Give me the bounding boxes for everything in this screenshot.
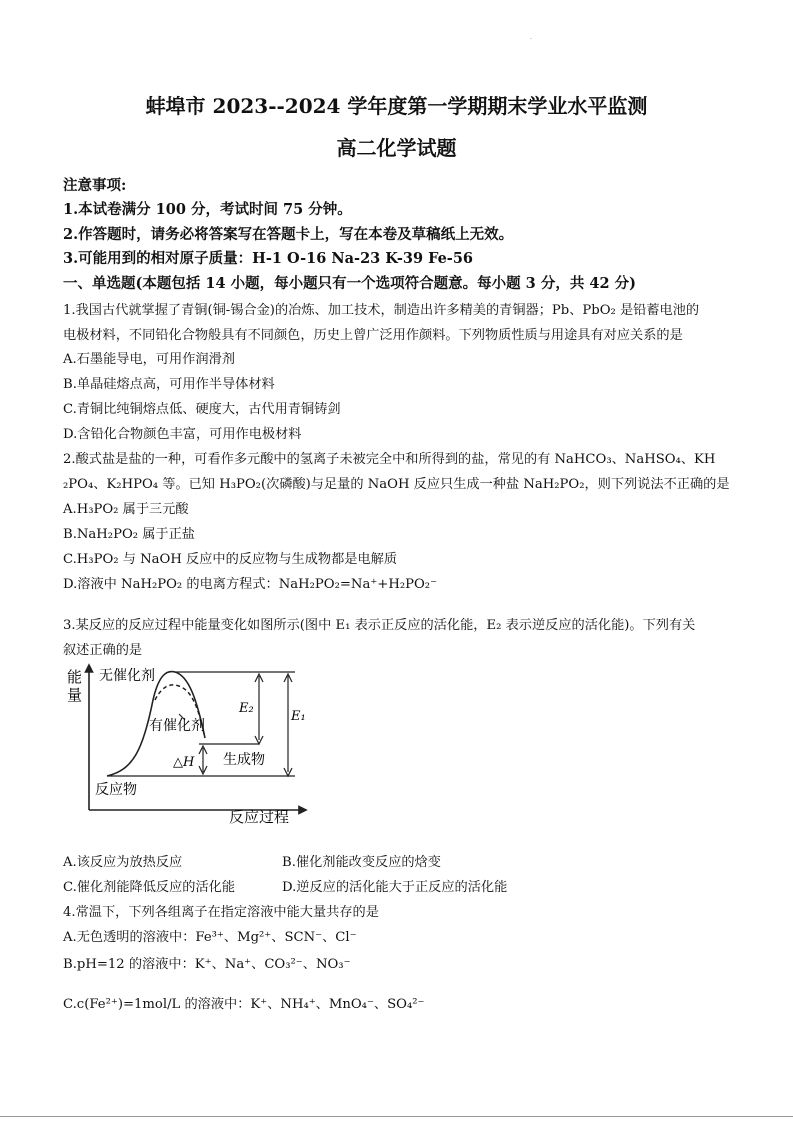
q3-option-d: D.逆反应的活化能大于正反应的活化能 <box>282 880 508 895</box>
section-heading: 一、单选题(本题包括 14 小题，每小题只有一个选项符合题意。每小题 3 分，共 42 分) <box>63 275 636 292</box>
q3-option-c: C.催化剂能降低反应的活化能 <box>63 880 236 895</box>
label-delta-h: △H <box>173 755 195 770</box>
label-e1: E₁ <box>291 709 306 724</box>
label-reactant: 反应物 <box>95 782 137 798</box>
q1-stem-line2: 电极材料，不同铅化合物般具有不同颜色，历史上曾广泛用作颜料。下列物质性质与用途具有对应关系的是 <box>63 328 683 343</box>
q4-option-a: A.无色透明的溶液中：Fe³⁺、Mg²⁺、SCN⁻、Cl⁻ <box>63 930 357 945</box>
q2-stem-line2: ₂PO₄、K₂HPO₄ 等。已知 H₃PO₂(次磷酸)与足量的 NaOH 反应只生成一种盐 NaH₂PO₂，则下列说法不正确的是 <box>63 477 730 492</box>
x-axis-label: 反应过程 <box>229 808 290 826</box>
q4-option-c: C.c(Fe²⁺)=1mol/L 的溶液中：K⁺、NH₄⁺、MnO₄⁻、SO₄²⁻ <box>63 997 425 1012</box>
notice-heading: 注意事项: <box>63 177 127 194</box>
q1-option-b: B.单晶硅熔点高，可用作半导体材料 <box>63 377 275 392</box>
q2-stem-line1: 2.酸式盐是盐的一种，可看作多元酸中的氢离子未被完全中和所得到的盐，常见的有 NaHCO₃、NaHSO₄、KH <box>63 452 716 467</box>
notice-item-2: 2.作答题时，请务必将答案写在答题卡上，写在本卷及草稿纸上无效。 <box>63 226 514 243</box>
q3-option-a: A.该反应为放热反应 <box>63 855 183 870</box>
q2-option-c: C.H₃PO₂ 与 NaOH 反应中的反应物与生成物都是电解质 <box>63 552 398 567</box>
q1-option-a: A.石墨能导电，可用作润滑剂 <box>63 352 235 367</box>
q1-option-c: C.青铜比纯铜熔点低、硬度大，古代用青铜铸剑 <box>63 402 341 417</box>
y-axis-label-top: 能 <box>67 668 83 686</box>
label-e2: E₂ <box>239 701 254 716</box>
energy-diagram <box>63 660 313 830</box>
q1-option-d: D.含铅化合物颜色丰富，可用作电极材料 <box>63 427 302 442</box>
page-title: 蚌埠市 2023--2024 学年度第一学期期末学业水平监测 <box>145 94 648 118</box>
notice-item-1: 1.本试卷满分 100 分，考试时间 75 分钟。 <box>63 201 352 218</box>
q4-option-b: B.pH=12 的溶液中：K⁺、Na⁺、CO₃²⁻、NO₃⁻ <box>63 957 351 972</box>
notice-item-3: 3.可能用到的相对原子质量：H-1 O-16 Na-23 K-39 Fe-56 <box>63 250 474 267</box>
q3-stem-line2: 叙述正确的是 <box>63 643 143 658</box>
q2-option-a: A.H₃PO₂ 属于三元酸 <box>63 502 189 517</box>
label-catalyst: 有催化剂 <box>149 718 205 734</box>
q3-option-b: B.催化剂能改变反应的焓变 <box>282 855 441 870</box>
q4-stem: 4.常温下，下列各组离子在指定溶液中能大量共存的是 <box>63 905 379 920</box>
page-subtitle: 高二化学试题 <box>336 136 457 160</box>
label-product: 生成物 <box>223 752 265 768</box>
label-no-catalyst: 无催化剂 <box>99 668 155 684</box>
bottom-divider <box>0 1116 793 1117</box>
q3-stem-line1: 3.某反应的反应过程中能量变化如图所示(图中 E₁ 表示正反应的活化能，E₂ 表示逆反应的活化能)。下列有关 <box>63 618 696 633</box>
corner-mark: . <box>530 34 532 41</box>
q2-option-b: B.NaH₂PO₂ 属于正盐 <box>63 527 195 542</box>
q1-stem-line1: 1.我国古代就掌握了青铜(铜-锡合金)的冶炼、加工技术，制造出许多精美的青铜器；Pb、PbO₂ 是铅蓄电池的 <box>63 303 700 318</box>
q2-option-d: D.溶液中 NaH₂PO₂ 的电离方程式：NaH₂PO₂=Na⁺+H₂PO₂⁻ <box>63 577 438 592</box>
y-axis-label-bottom: 量 <box>67 686 83 704</box>
